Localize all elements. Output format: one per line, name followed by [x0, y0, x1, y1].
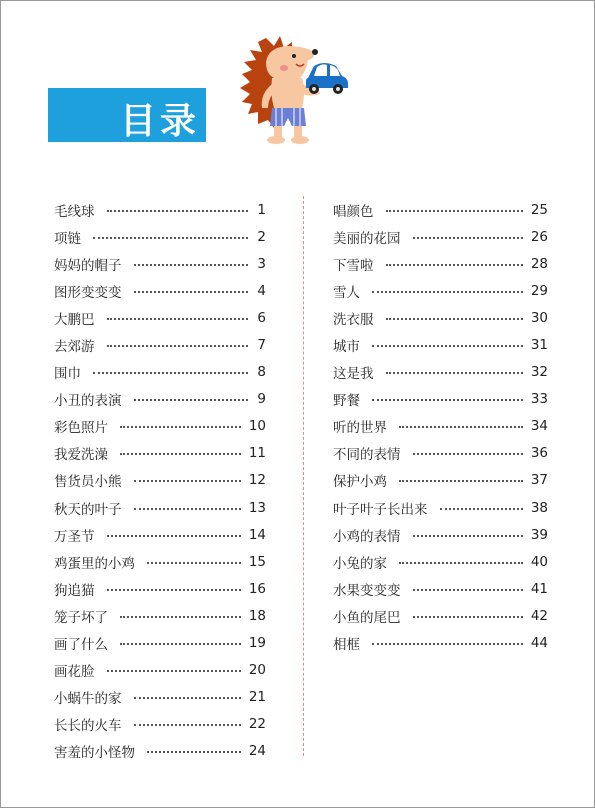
toc-entry-title: 美丽的花园 — [333, 230, 401, 247]
toc-entry[interactable] — [54, 331, 266, 358]
toc-entry-page: 34 — [530, 418, 548, 435]
toc-entry-page: 36 — [530, 445, 548, 462]
toc-entry-title: 笼子坏了 — [54, 609, 108, 626]
toc-entry-page: 7 — [257, 337, 266, 354]
toc-entry-page: 18 — [248, 607, 266, 624]
toc-entry[interactable] — [333, 359, 548, 386]
dot-leader — [134, 291, 249, 293]
dot-leader — [413, 535, 523, 537]
toc-entry-title: 秋天的叶子 — [54, 501, 122, 518]
toc-entry-page: 44 — [530, 635, 548, 652]
toc-entry[interactable] — [54, 196, 266, 223]
toc-entry[interactable] — [54, 304, 266, 331]
toc-entry-page: 24 — [248, 743, 266, 760]
toc-entry-title: 城市 — [333, 339, 360, 356]
toc-entry-title: 唱颜色 — [333, 203, 374, 220]
toc-entry-page: 42 — [530, 607, 548, 624]
toc-entry[interactable] — [333, 521, 548, 548]
dot-leader — [134, 480, 241, 482]
dot-leader — [386, 264, 523, 266]
toc-entry[interactable] — [333, 413, 548, 440]
toc-entry-title: 项链 — [54, 230, 81, 247]
toc-entry-title: 狗追猫 — [54, 582, 95, 599]
toc-entry-page: 20 — [248, 662, 266, 679]
toc-entry-title: 下雪啦 — [333, 257, 374, 274]
toc-entry-page: 10 — [248, 418, 266, 435]
dot-leader — [440, 508, 523, 510]
toc-entry-title: 万圣节 — [54, 528, 95, 545]
toc-entry-page: 3 — [257, 255, 266, 272]
toc-entry-title: 售货员小熊 — [54, 474, 122, 491]
toc-entry-title: 彩色照片 — [54, 420, 108, 437]
page-title: 目录 — [120, 100, 201, 142]
toc-entry-page: 41 — [530, 580, 548, 597]
toc-left-column — [54, 196, 266, 765]
toc-entry[interactable] — [333, 467, 548, 494]
dot-leader — [107, 670, 241, 672]
toc-entry-page: 14 — [248, 526, 266, 543]
toc-entry[interactable] — [333, 630, 548, 657]
dot-leader — [386, 318, 523, 320]
dot-leader — [93, 372, 248, 374]
dot-leader — [134, 724, 241, 726]
toc-entry-page: 30 — [530, 309, 548, 326]
toc-entry[interactable] — [54, 277, 266, 304]
toc-entry[interactable] — [54, 467, 266, 494]
dot-leader — [372, 643, 523, 645]
toc-entry-title: 去郊游 — [54, 339, 95, 356]
toc-entry-page: 31 — [530, 337, 548, 354]
dot-leader — [372, 291, 523, 293]
toc-entry[interactable] — [54, 521, 266, 548]
dot-leader — [107, 535, 241, 537]
dot-leader — [386, 210, 523, 212]
dot-leader — [134, 264, 249, 266]
toc-entry-page: 6 — [257, 309, 266, 326]
dot-leader — [399, 562, 523, 564]
toc-entry-title: 洗衣服 — [333, 311, 374, 328]
toc-entry-page: 40 — [530, 553, 548, 570]
toc-entry-page: 39 — [530, 526, 548, 543]
toc-entry-page: 1 — [257, 201, 266, 218]
toc-entry-page: 16 — [248, 580, 266, 597]
toy-car-icon — [306, 63, 348, 94]
dot-leader — [107, 589, 241, 591]
toc-entry-page: 21 — [248, 689, 266, 706]
dot-leader — [107, 318, 249, 320]
dot-leader — [120, 643, 241, 645]
toc-entry[interactable] — [54, 223, 266, 250]
toc-entry-page: 19 — [248, 635, 266, 652]
toc-entry[interactable] — [333, 386, 548, 413]
toc-entry-page: 4 — [257, 282, 266, 299]
toc-entry-page: 29 — [530, 282, 548, 299]
toc-entry-title: 水果变变变 — [333, 582, 401, 599]
toc-entry-page: 26 — [530, 228, 548, 245]
toc-entry-title: 小兔的家 — [333, 555, 387, 572]
toc-entry[interactable] — [333, 494, 548, 521]
dot-leader — [386, 372, 523, 374]
toc-entry-title: 害羞的小怪物 — [54, 745, 135, 762]
toc-entry[interactable] — [54, 684, 266, 711]
toc-entry[interactable] — [54, 657, 266, 684]
toc-entry-page: 2 — [257, 228, 266, 245]
dot-leader — [134, 399, 249, 401]
column-divider — [303, 196, 304, 756]
toc-entry-title: 画了什么 — [54, 637, 108, 654]
dot-leader — [413, 453, 523, 455]
dot-leader — [120, 426, 241, 428]
toc-entry[interactable] — [54, 494, 266, 521]
toc-entry-page: 9 — [257, 391, 266, 408]
toc-entry-title: 相框 — [333, 637, 360, 654]
toc-entry[interactable] — [333, 304, 548, 331]
dot-leader — [413, 616, 523, 618]
toc-entry-title: 小蜗牛的家 — [54, 691, 122, 708]
dot-leader — [147, 562, 241, 564]
dot-leader — [413, 589, 523, 591]
toc-entry-title: 不同的表情 — [333, 447, 401, 464]
toc-entry-page: 11 — [248, 445, 266, 462]
toc-entry-title: 小丑的表演 — [54, 393, 122, 410]
dot-leader — [413, 237, 523, 239]
dot-leader — [372, 399, 523, 401]
toc-entry-title: 妈妈的帽子 — [54, 257, 122, 274]
dot-leader — [107, 210, 249, 212]
toc-entry-page: 38 — [530, 499, 548, 516]
dot-leader — [107, 345, 249, 347]
dot-leader — [120, 453, 241, 455]
toc-entry-title: 毛线球 — [54, 203, 95, 220]
toc-entry-page: 15 — [248, 553, 266, 570]
dot-leader — [134, 697, 241, 699]
toc-entry-title: 听的世界 — [333, 420, 387, 437]
toc-entry[interactable] — [333, 440, 548, 467]
toc-entry-title: 保护小鸡 — [333, 474, 387, 491]
toc-entry-title: 我爱洗澡 — [54, 447, 108, 464]
toc-entry[interactable] — [54, 575, 266, 602]
toc-entry-page: 28 — [530, 255, 548, 272]
toc-entry[interactable] — [54, 386, 266, 413]
toc-entry[interactable] — [333, 575, 548, 602]
dot-leader — [147, 751, 241, 753]
toc-entry[interactable] — [333, 196, 548, 223]
toc-entry[interactable] — [333, 548, 548, 575]
toc-entry[interactable] — [333, 250, 548, 277]
toc-entry-title: 长长的火车 — [54, 718, 122, 735]
toc-entry-page: 12 — [248, 472, 266, 489]
toc-entry-title: 画花脸 — [54, 664, 95, 681]
toc-entry-title: 小鸡的表情 — [333, 528, 401, 545]
toc-entry-title: 围巾 — [54, 366, 81, 383]
toc-right-column — [333, 196, 548, 657]
toc-entry-title: 鸡蛋里的小鸡 — [54, 555, 135, 572]
toc-entry-page: 8 — [257, 364, 266, 381]
toc-entry-title: 野餐 — [333, 393, 360, 410]
toc-entry-page: 25 — [530, 201, 548, 218]
toc-entry[interactable] — [54, 548, 266, 575]
toc-entry[interactable] — [54, 602, 266, 629]
toc-entry[interactable] — [54, 413, 266, 440]
dot-leader — [372, 345, 523, 347]
toc-entry[interactable] — [54, 738, 266, 765]
toc-entry-title: 雪人 — [333, 284, 360, 301]
toc-entry-page: 13 — [248, 499, 266, 516]
dot-leader — [134, 508, 241, 510]
toc-entry[interactable] — [333, 331, 548, 358]
dot-leader — [120, 616, 241, 618]
toc-entry-title: 这是我 — [333, 366, 374, 383]
toc-entry-page: 37 — [530, 472, 548, 489]
toc-entry-title: 小鱼的尾巴 — [333, 609, 401, 626]
hedgehog-icon — [214, 32, 360, 148]
toc-entry[interactable] — [333, 602, 548, 629]
toc-entry-page: 22 — [248, 716, 266, 733]
toc-entry[interactable] — [333, 223, 548, 250]
toc-entry[interactable] — [54, 630, 266, 657]
toc-entry-title: 大鹏巴 — [54, 311, 95, 328]
dot-leader — [93, 237, 248, 239]
toc-entry[interactable] — [333, 277, 548, 304]
toc-entry[interactable] — [54, 440, 266, 467]
toc-entry[interactable] — [54, 250, 266, 277]
toc-entry-page: 33 — [530, 391, 548, 408]
toc-entry-title: 图形变变变 — [54, 284, 122, 301]
toc-entry-page: 32 — [530, 364, 548, 381]
toc-entry-title: 叶子叶子长出来 — [333, 501, 428, 518]
toc-entry[interactable] — [54, 359, 266, 386]
toc-entry[interactable] — [54, 711, 266, 738]
dot-leader — [399, 426, 523, 428]
dot-leader — [399, 480, 523, 482]
